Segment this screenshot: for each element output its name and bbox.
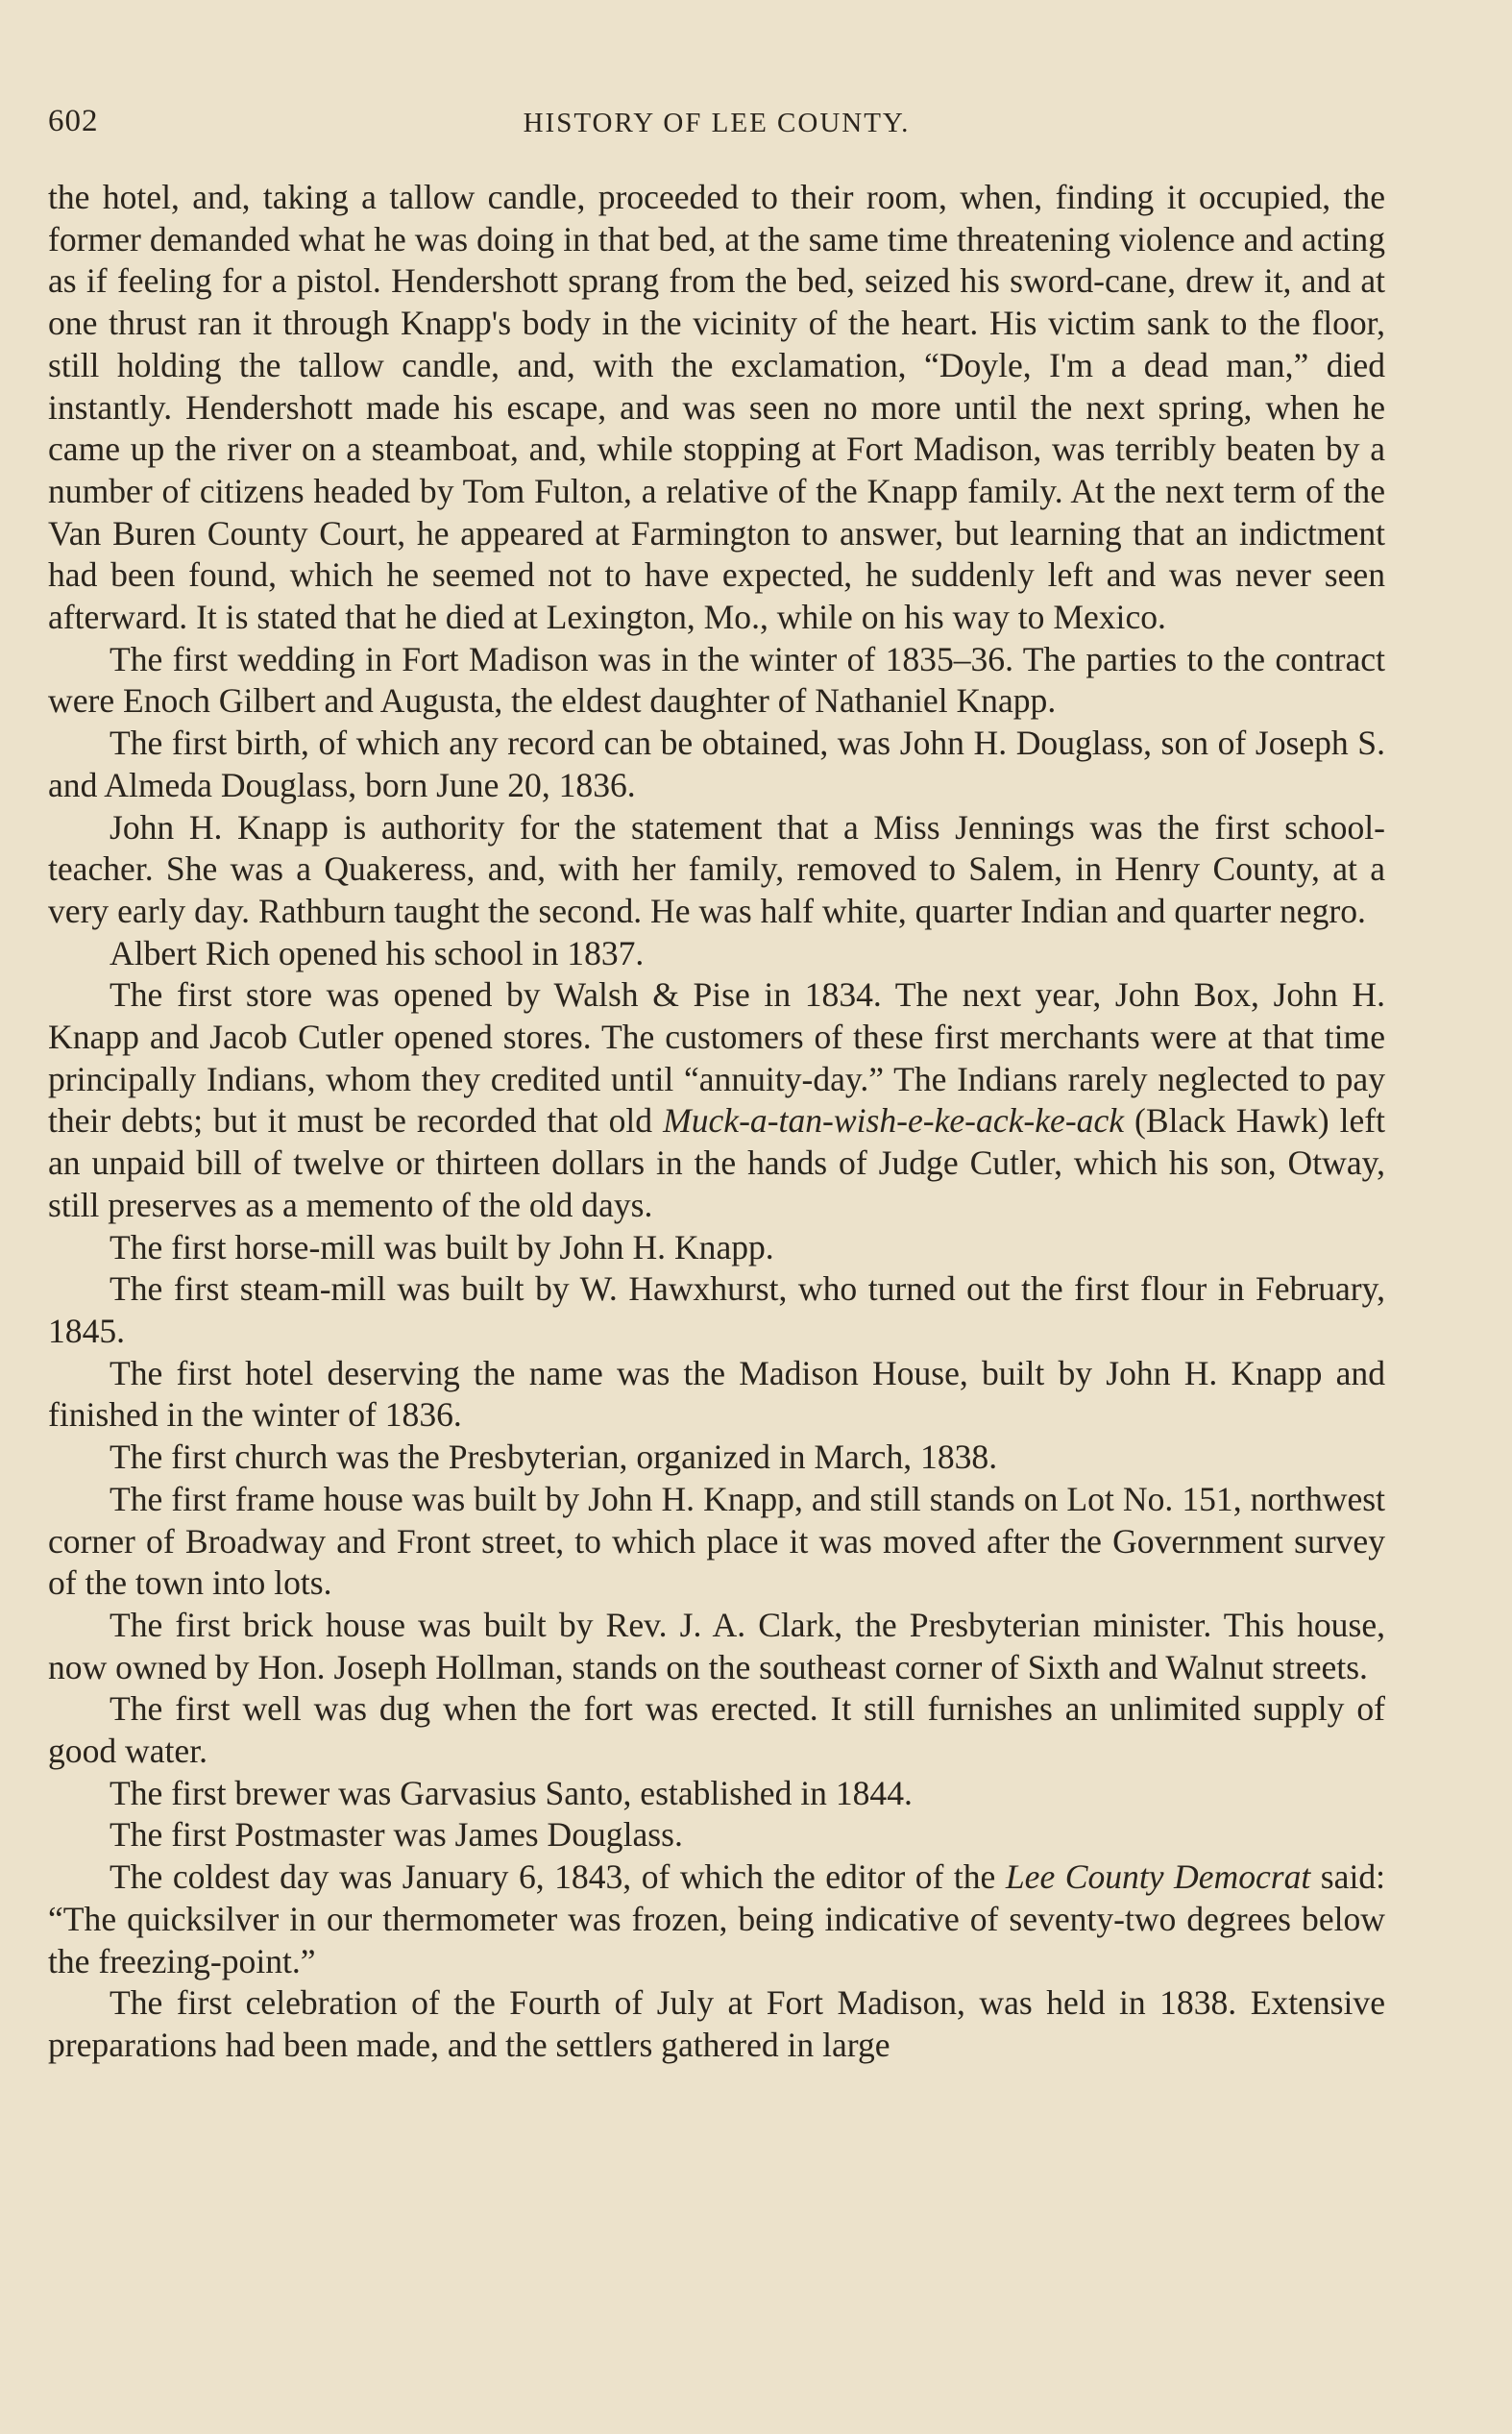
- paragraph-fourth-of-july: The first celebration of the Fourth of July at Fort Madison, was held in 1838. Extensive preparations had been made, and the settlers gathered in large: [48, 1983, 1385, 2064]
- page-number: 602: [48, 104, 99, 138]
- paragraph-first-steam-mill: The first steam-mill was built by W. Hawxhurst, who turned out the first flour in February, 1845.: [48, 1269, 1385, 1350]
- paragraph-coldest-day-text-b: said: “The quicksilver in our thermometer was frozen, being indicative of seventy-two degrees below the freezing-point.”: [48, 1857, 1385, 1980]
- page-header: [48, 104, 1385, 146]
- paragraph-hendershott-continued: the hotel, and, taking a tallow candle, proceeded to their room, when, finding it occupied, the former demanded what he was doing in that bed, at the same time threatening violence and acting as if feeling for a pistol. Hendershott sprang from the bed, seized his sword-cane, drew it, and at one thrust ran it through Knapp's body in the vicinity of the heart. His victim sank to the floor, still holding the tallow candle, and, with the exclamation, “Doyle, I'm a dead man,” died instantly. Hendershott made his escape, and was seen no more until the next spring, when he came up the river on a steamboat, and, while stopping at Fort Madison, was terribly beaten by a number of citizens headed by Tom Fulton, a relative of the Knapp family. At the next term of the Van Buren County Court, he appeared at Farmington to answer, but learning that an indictment had been found, which he seemed not to have expected, he suddenly left and was never seen afterward. It is stated that he died at Lexington, Mo., while on his way to Mexico.: [48, 178, 1385, 637]
- paragraph-first-hotel: The first hotel deserving the name was the Madison House, built by John H. Knapp and finished in the winter of 1836.: [48, 1353, 1385, 1435]
- paragraph-first-store-text-b: (Black Hawk) left an unpaid bill of twelve or thirteen dollars in the hands of Judge Cutler, which his son, Otway, still preserves as a memento of the old days.: [48, 1101, 1385, 1224]
- paragraph-first-brewer: The first brewer was Garvasius Santo, established in 1844.: [110, 1773, 913, 1812]
- paragraph-coldest-day: [48, 1856, 1385, 1982]
- paragraph-first-frame-house: The first frame house was built by John H. Knapp, and still stands on Lot No. 151, northwest corner of Broadway and Front street, to which place it was moved after the Government survey of the town into lots.: [48, 1479, 1385, 1603]
- paragraph-first-brick-house: The first brick house was built by Rev. J. A. Clark, the Presbyterian minister. This house, now owned by Hon. Joseph Hollman, stands on the southeast corner of Sixth and Walnut streets.: [48, 1605, 1385, 1686]
- body-text: [48, 177, 1385, 2067]
- paragraph-first-school-teacher: John H. Knapp is authority for the statement that a Miss Jennings was the first school-teacher. She was a Quakeress, and, with her family, removed to Salem, in Henry County, at a very early day. Rathburn taught the second. He was half white, quarter Indian and quarter negro.: [48, 807, 1385, 930]
- paragraph-first-well: The first well was dug when the fort was erected. It still furnishes an unlimited supply of good water.: [48, 1689, 1385, 1771]
- paragraph-first-postmaster: The first Postmaster was James Douglass.: [110, 1815, 683, 1855]
- paragraph-coldest-day-text-a: The coldest day was January 6, 1843, of which the editor of the: [110, 1857, 1006, 1897]
- running-head: HISTORY OF LEE COUNTY.: [523, 108, 911, 138]
- paragraph-first-church: The first church was the Presbyterian, organized in March, 1838.: [110, 1438, 998, 1477]
- paragraph-albert-rich-school: Albert Rich opened his school in 1837.: [110, 933, 645, 972]
- newspaper-name: Lee County Democrat: [1005, 1857, 1311, 1897]
- paragraph-first-wedding: The first wedding in Fort Madison was in the winter of 1835–36. The parties to the contract were Enoch Gilbert and Augusta, the eldest daughter of Nathaniel Knapp.: [48, 639, 1385, 721]
- paragraph-first-store-text-a: The first store was opened by Walsh & Pise in 1834. The next year, John Box, John H. Knapp and Jacob Cutler opened stores. The customers of these first merchants were at that time principally Indians, whom they credited until “annuity-day.” The Indians rarely neglected to pay their debts; but it must be recorded that old: [48, 975, 1385, 1141]
- paragraph-first-horse-mill: The first horse-mill was built by John H. Knapp.: [110, 1227, 774, 1266]
- paragraph-first-store: [48, 974, 1385, 1226]
- paragraph-first-birth: The first birth, of which any record can be obtained, was John H. Douglass, son of Joseph S. and Almeda Douglass, born June 20, 1836.: [48, 724, 1385, 804]
- black-hawk-name: Muck-a-tan-wish-e-ke-ack-ke-ack: [663, 1101, 1125, 1141]
